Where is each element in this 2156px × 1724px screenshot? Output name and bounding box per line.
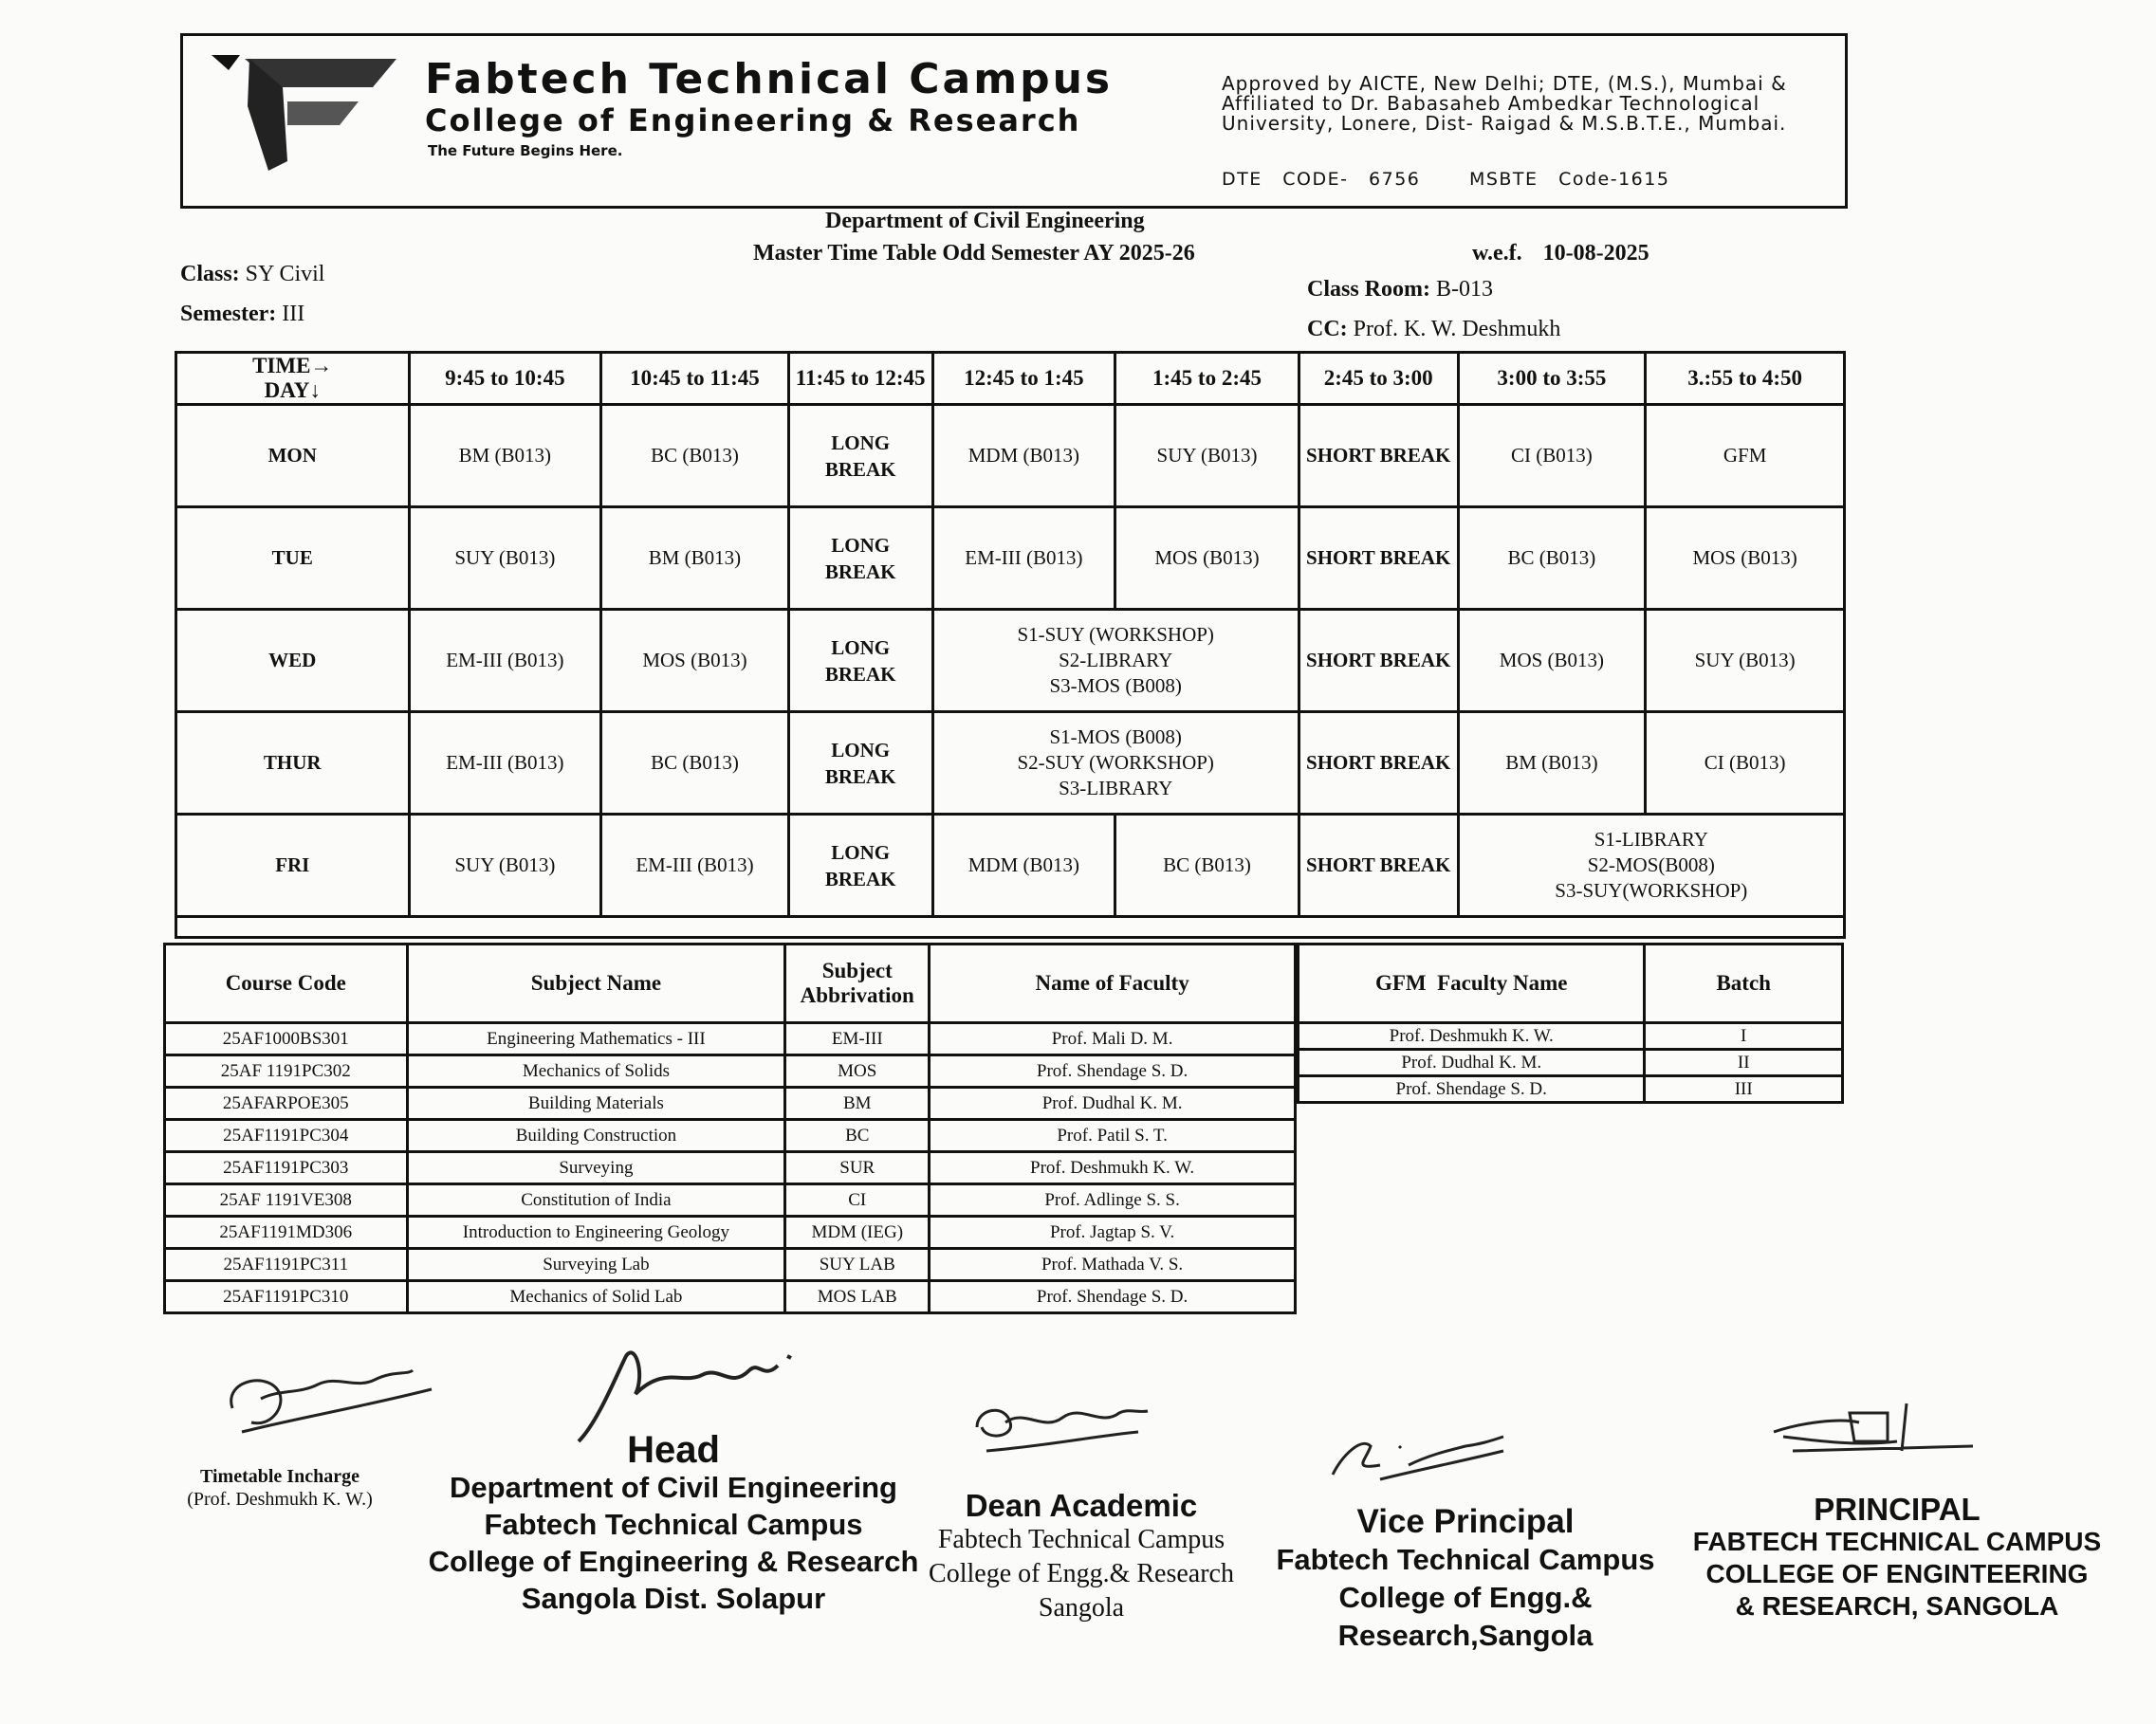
batch-header: Batch xyxy=(1645,945,1843,1023)
period-cell: EM-III (B013) xyxy=(932,507,1115,610)
slot-header: 2:45 to 3:00 xyxy=(1299,353,1458,405)
gfm-faculty-name: Prof. Deshmukh K. W. xyxy=(1299,1023,1645,1050)
course-code: 25AFARPOE305 xyxy=(165,1088,408,1120)
slot-header: 12:45 to 1:45 xyxy=(932,353,1115,405)
subject-abbr: BC xyxy=(785,1120,930,1152)
course-row xyxy=(165,1152,1296,1184)
subject-abbr: MOS xyxy=(785,1055,930,1088)
subject-name: Building Materials xyxy=(407,1088,785,1120)
class-coordinator xyxy=(1307,317,1560,342)
abbreviation-header-line: Subject xyxy=(821,959,893,982)
long-break-cell xyxy=(788,610,932,712)
stamp-title: Vice Principal xyxy=(1356,1503,1575,1540)
period-cell: CI (B013) xyxy=(1458,405,1646,507)
signature-vice-principal xyxy=(1323,1418,1513,1494)
course-code-header: Course Code xyxy=(165,945,408,1023)
subject-name: Introduction to Engineering Geology xyxy=(407,1217,785,1249)
timetable-row-thur xyxy=(176,712,1845,815)
period-cell: SUY (B013) xyxy=(409,815,601,917)
wef-label: w.e.f. xyxy=(1472,241,1522,266)
slot-header: 11:45 to 12:45 xyxy=(788,353,932,405)
long-break-line: BREAK xyxy=(824,764,896,788)
timetable-row-fri xyxy=(176,815,1845,917)
wef-value: 10-08-2025 xyxy=(1542,241,1649,266)
subject-name-header: Subject Name xyxy=(407,945,785,1023)
gfm-table xyxy=(1297,943,1844,1104)
stamp-line: Sangola xyxy=(1038,1593,1125,1623)
short-break-cell: SHORT BREAK xyxy=(1299,610,1458,712)
subject-name: Mechanics of Solids xyxy=(407,1055,785,1088)
class-info xyxy=(180,262,324,287)
timetable-row-wed xyxy=(176,610,1845,712)
period-cell: GFM xyxy=(1646,405,1845,507)
time-day-corner xyxy=(176,353,410,405)
stamp-line: College of Engg.& Research,Sangola xyxy=(1337,1581,1594,1652)
short-break-cell: SHORT BREAK xyxy=(1299,712,1458,815)
course-code: 25AF 1191VE308 xyxy=(165,1184,408,1217)
long-break-line: BREAK xyxy=(824,662,896,686)
timetable-row-tue xyxy=(176,507,1845,610)
lab-batch-line: S2-MOS(B008) xyxy=(1587,853,1715,876)
gfm-row xyxy=(1299,1050,1843,1076)
period-cell: MOS (B013) xyxy=(1646,507,1845,610)
class-label: Class: xyxy=(180,262,240,286)
cc-value: Prof. K. W. Deshmukh xyxy=(1353,317,1561,341)
day-cell: MON xyxy=(176,405,410,507)
gfm-batch: II xyxy=(1645,1050,1843,1076)
period-cell: BM (B013) xyxy=(1458,712,1646,815)
period-cell: EM-III (B013) xyxy=(601,815,789,917)
institute-codes xyxy=(1222,169,1698,190)
timetable-grid xyxy=(175,351,1846,918)
period-cell: SUY (B013) xyxy=(1646,610,1845,712)
subject-name: Engineering Mathematics - III xyxy=(407,1023,785,1055)
period-cell: BM (B013) xyxy=(409,405,601,507)
long-break-line: LONG xyxy=(831,533,891,557)
msbte-code: MSBTE Code-1615 xyxy=(1468,169,1670,190)
faculty-name: Prof. Shendage S. D. xyxy=(930,1281,1296,1313)
day-cell: THUR xyxy=(176,712,410,815)
stamp-line: College of Engineering & Research xyxy=(428,1545,919,1578)
signature-timetable-incharge xyxy=(213,1351,441,1456)
lab-batch-cell xyxy=(932,712,1299,815)
cc-label: CC: xyxy=(1307,317,1348,341)
semester-label: Semester: xyxy=(180,302,277,326)
semester-info xyxy=(180,302,304,327)
principal-stamp xyxy=(1679,1494,2115,1623)
slot-header: 3:00 to 3:55 xyxy=(1458,353,1646,405)
gfm-row xyxy=(1299,1076,1843,1103)
course-code: 25AF1191PC303 xyxy=(165,1152,408,1184)
course-row xyxy=(165,1281,1296,1313)
faculty-name: Prof. Mali D. M. xyxy=(930,1023,1296,1055)
period-cell: MOS (B013) xyxy=(1115,507,1299,610)
subject-name: Building Construction xyxy=(407,1120,785,1152)
period-cell: MOS (B013) xyxy=(601,610,789,712)
subject-name: Mechanics of Solid Lab xyxy=(407,1281,785,1313)
faculty-header: Name of Faculty xyxy=(930,945,1296,1023)
fabtech-logo xyxy=(212,49,401,173)
period-cell: BC (B013) xyxy=(601,405,789,507)
approval-text: Approved by AICTE, New Delhi; DTE, (M.S.), Mumbai & Affiliated to Dr. Babasaheb Ambedkar Technological University, Lonere, Dist- Raigad & M.S.B.T.E., Mumbai. xyxy=(1222,72,1787,135)
signatory-name: (Prof. Deshmukh K. W.) xyxy=(187,1489,373,1510)
long-break-cell xyxy=(788,712,932,815)
subject-abbr: SUY LAB xyxy=(785,1249,930,1281)
subject-abbr: MOS LAB xyxy=(785,1281,930,1313)
lab-batch-line: S2-LIBRARY xyxy=(1059,649,1173,671)
timetable-title: Master Time Table Odd Semester AY 2025-26 xyxy=(753,241,1195,266)
gfm-batch: I xyxy=(1645,1023,1843,1050)
course-code: 25AF1191PC310 xyxy=(165,1281,408,1313)
head-stamp xyxy=(408,1429,939,1617)
period-cell: EM-III (B013) xyxy=(409,712,601,815)
long-break-line: LONG xyxy=(831,738,891,761)
faculty-name: Prof. Mathada V. S. xyxy=(930,1249,1296,1281)
course-row xyxy=(165,1249,1296,1281)
period-cell: SUY (B013) xyxy=(1115,405,1299,507)
day-cell: TUE xyxy=(176,507,410,610)
stamp-title: Head xyxy=(627,1429,720,1471)
stamp-line: Fabtech Technical Campus xyxy=(937,1525,1225,1554)
abbreviation-header-line: Abbrivation xyxy=(800,983,914,1007)
day-cell: FRI xyxy=(176,815,410,917)
period-cell: MDM (B013) xyxy=(932,815,1115,917)
gfm-header-row xyxy=(1299,945,1843,1023)
long-break-line: LONG xyxy=(831,840,891,864)
period-cell: BC (B013) xyxy=(601,712,789,815)
lab-batch-line: S3-SUY(WORKSHOP) xyxy=(1555,879,1748,902)
timetable-incharge-block xyxy=(152,1465,408,1511)
subject-abbr: CI xyxy=(785,1184,930,1217)
department-title: Department of Civil Engineering xyxy=(825,209,1145,233)
lab-batch-cell xyxy=(1458,815,1844,917)
faculty-name: Prof. Dudhal K. M. xyxy=(930,1088,1296,1120)
college-name: Fabtech Technical Campus xyxy=(425,55,1114,103)
course-header-row xyxy=(165,945,1296,1023)
short-break-cell: SHORT BREAK xyxy=(1299,405,1458,507)
long-break-line: BREAK xyxy=(824,867,896,890)
subject-abbr: MDM (IEG) xyxy=(785,1217,930,1249)
gfm-batch: III xyxy=(1645,1076,1843,1103)
long-break-cell xyxy=(788,815,932,917)
lab-batch-line: S2-SUY (WORKSHOP) xyxy=(1017,751,1214,774)
lab-batch-line: S3-LIBRARY xyxy=(1059,777,1173,799)
short-break-cell: SHORT BREAK xyxy=(1299,815,1458,917)
stamp-line: Fabtech Technical Campus xyxy=(484,1508,863,1541)
signature-dean xyxy=(967,1385,1157,1460)
period-cell: EM-III (B013) xyxy=(409,610,601,712)
stamp-line: Fabtech Technical Campus xyxy=(1276,1543,1655,1576)
gfm-row xyxy=(1299,1023,1843,1050)
long-break-cell xyxy=(788,507,932,610)
stamp-title: Dean Academic xyxy=(965,1488,1198,1523)
dte-code: DTE CODE- 6756 xyxy=(1222,169,1421,190)
long-break-line: BREAK xyxy=(824,457,896,481)
vice-principal-stamp xyxy=(1252,1503,1679,1655)
course-code: 25AF1191MD306 xyxy=(165,1217,408,1249)
abbreviation-header xyxy=(785,945,930,1023)
subject-abbr: BM xyxy=(785,1088,930,1120)
period-cell: BC (B013) xyxy=(1458,507,1646,610)
faculty-name: Prof. Patil S. T. xyxy=(930,1120,1296,1152)
long-break-cell xyxy=(788,405,932,507)
gfm-name-header: GFM Faculty Name xyxy=(1299,945,1645,1023)
slot-header: 9:45 to 10:45 xyxy=(409,353,601,405)
faculty-name: Prof. Jagtap S. V. xyxy=(930,1217,1296,1249)
timetable-row-mon xyxy=(176,405,1845,507)
subject-name: Surveying xyxy=(407,1152,785,1184)
signatory-title: Timetable Incharge xyxy=(200,1466,359,1487)
period-cell: BC (B013) xyxy=(1115,815,1299,917)
lab-batch-line: S3-MOS (B008) xyxy=(1049,674,1182,697)
short-break-cell: SHORT BREAK xyxy=(1299,507,1458,610)
timetable-header-row xyxy=(176,353,1845,405)
time-label: TIME→ xyxy=(252,354,333,377)
course-code: 25AF1191PC311 xyxy=(165,1249,408,1281)
subject-abbr: SUR xyxy=(785,1152,930,1184)
course-table xyxy=(163,943,1297,1314)
faculty-name: Prof. Adlinge S. S. xyxy=(930,1184,1296,1217)
stamp-line: College of Engg.& Research xyxy=(929,1559,1234,1588)
wef-date xyxy=(1472,241,1649,266)
gfm-faculty-name: Prof. Dudhal K. M. xyxy=(1299,1050,1645,1076)
subject-name: Surveying Lab xyxy=(407,1249,785,1281)
slot-header: 1:45 to 2:45 xyxy=(1115,353,1299,405)
slot-header: 10:45 to 11:45 xyxy=(601,353,789,405)
room-label: Class Room: xyxy=(1307,277,1430,302)
period-cell: MOS (B013) xyxy=(1458,610,1646,712)
long-break-line: LONG xyxy=(831,431,891,454)
subject-abbr: EM-III xyxy=(785,1023,930,1055)
long-break-line: BREAK xyxy=(824,559,896,583)
stamp-line: COLLEGE OF ENGINTEERING xyxy=(1705,1559,2089,1588)
letterhead xyxy=(180,33,1848,209)
stamp-title: PRINCIPAL xyxy=(1814,1492,1981,1527)
lab-batch-cell xyxy=(932,610,1299,712)
lab-batch-line: S1-LIBRARY xyxy=(1594,828,1708,851)
course-row xyxy=(165,1055,1296,1088)
class-value: SY Civil xyxy=(245,262,325,286)
room-value: B-013 xyxy=(1436,277,1493,302)
course-row xyxy=(165,1120,1296,1152)
period-cell: SUY (B013) xyxy=(409,507,601,610)
period-cell: BM (B013) xyxy=(601,507,789,610)
faculty-name: Prof. Deshmukh K. W. xyxy=(930,1152,1296,1184)
course-code: 25AF1000BS301 xyxy=(165,1023,408,1055)
course-row xyxy=(165,1184,1296,1217)
signature-principal xyxy=(1764,1394,1982,1470)
classroom-info xyxy=(1307,277,1493,303)
period-cell: CI (B013) xyxy=(1646,712,1845,815)
faculty-name: Prof. Shendage S. D. xyxy=(930,1055,1296,1088)
course-row xyxy=(165,1217,1296,1249)
lab-batch-line: S1-SUY (WORKSHOP) xyxy=(1017,623,1214,646)
course-code: 25AF 1191PC302 xyxy=(165,1055,408,1088)
stamp-line: & RESEARCH, SANGOLA xyxy=(1735,1591,2059,1621)
lab-batch-line: S1-MOS (B008) xyxy=(1049,725,1182,748)
slot-header: 3.:55 to 4:50 xyxy=(1646,353,1845,405)
course-code: 25AF1191PC304 xyxy=(165,1120,408,1152)
gfm-faculty-name: Prof. Shendage S. D. xyxy=(1299,1076,1645,1103)
stamp-line: FABTECH TECHNICAL CAMPUS xyxy=(1692,1527,2102,1556)
college-subtitle: College of Engineering & Research xyxy=(425,102,1081,138)
long-break-line: LONG xyxy=(831,635,891,659)
period-cell: MDM (B013) xyxy=(932,405,1115,507)
tagline: The Future Begins Here. xyxy=(428,142,623,159)
day-cell: WED xyxy=(176,610,410,712)
stamp-line: Department of Civil Engineering xyxy=(450,1471,897,1504)
course-row xyxy=(165,1088,1296,1120)
dean-stamp xyxy=(892,1489,1271,1625)
day-label: DAY↓ xyxy=(264,378,321,402)
stamp-line: Sangola Dist. Solapur xyxy=(521,1582,826,1615)
course-row xyxy=(165,1023,1296,1055)
table-divider xyxy=(175,918,1846,939)
subject-name: Constitution of India xyxy=(407,1184,785,1217)
semester-value: III xyxy=(282,302,305,326)
